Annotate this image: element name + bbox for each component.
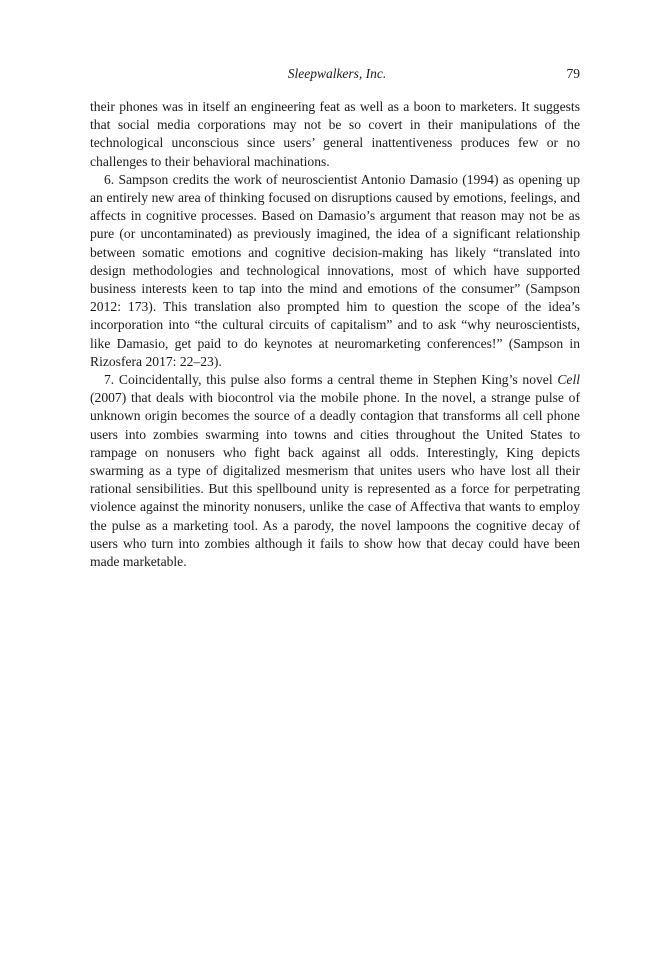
page-number: 79 [566,66,580,81]
note-6: 6. Sampson credits the work of neuroscientist Antonio Damasio (1994) as opening up an entirely new area of thinking focused on disruptions caused by emotions, feelings, and affects in cognitive processes. Based on Damasio’s argument that reason may not be as pure (or uncontaminated) as previously imagined, the idea of a significant relationship between somatic emotions and cognitive decision-making has likely “translated into design methodologies and technological innovations, most of which have supported business interests keen to tap into the mind and emotions of the consumer” (Sampson 2012: 173). This translation also prompted him to question the scope of the idea’s incorporation into “the cultural circuits of capitalism” and to ask “why neuroscientists, like Damasio, get paid to do keynotes at neuromarketing conferences!” (Sampson in Rizosfera 2017: 22–23). [90,171,580,369]
running-head [90,66,584,86]
endnotes-body [90,98,580,571]
novel-title-cell: Cell [557,372,580,388]
note-7-text-after-title: (2007) that deals with biocontrol via the mobile phone. In the novel, a strange pulse of unknown origin becomes the source of a deadly contagion that transforms all cell phone users into zombies swarming into towns and cities throughout the United States to rampage on nonusers who fight back against all odds. Interestingly, King depicts swarming as a type of digitalized mesmerism that unites users who have lost all their rational sensibilities. But this spellbound unity is represented as a force for perpetrating violence against the minority nonusers, unlike the case of Affectiva that wants to employ the pulse as a marketing tool. As a parody, the novel lampoons the cognitive decay of users who turn into zombies although it fails to show how that decay could have been made marketable. [90,390,580,570]
note-7-text-before-title: 7. Coincidentally, this pulse also forms a central theme in Stephen King’s novel [104,372,558,388]
note-7 [90,371,580,571]
running-title: Sleepwalkers, Inc. [287,66,387,81]
note-continuation: their phones was in itself an engineering feat as well as a boon to marketers. It suggests that social media corporations may not be so covert in their manipulations of the technological unconscious since users’ general inattentiveness produces few or no challenges to their behavioral machinations. [90,99,580,169]
